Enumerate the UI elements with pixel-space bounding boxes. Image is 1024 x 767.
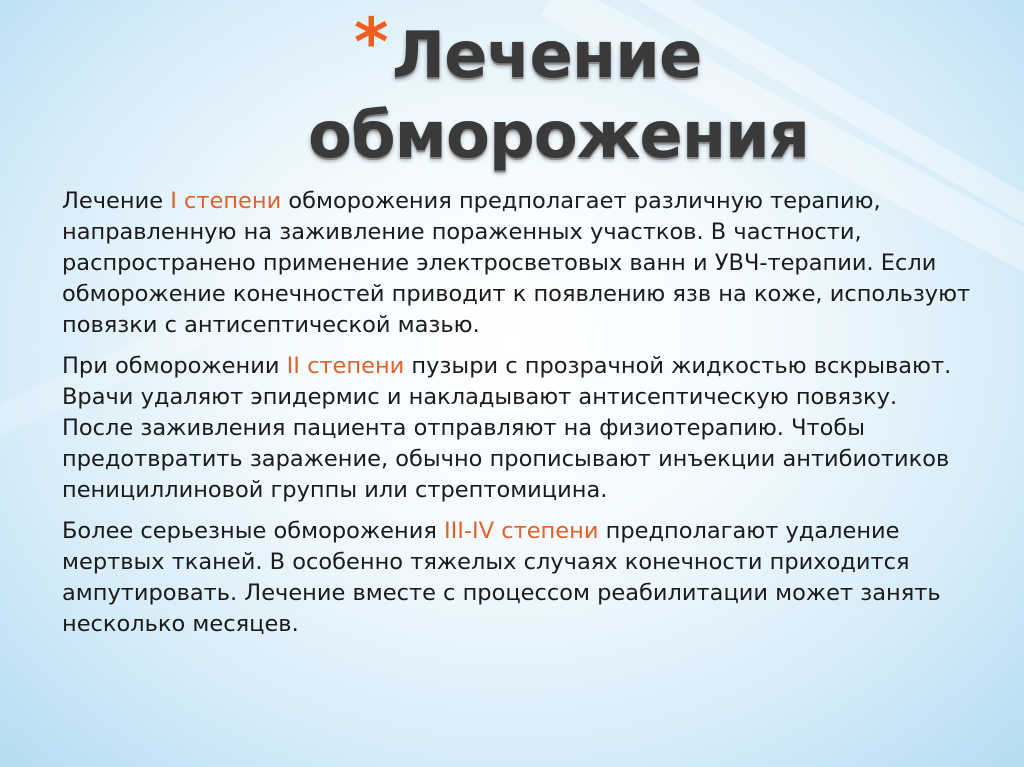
paragraph-text: предполагают удаление мертвых тканей. В особенно тяжелых случаях конечности приходится ампутировать. Лечение вместе с процессом реабилитации может занять несколько месяцев. [62,518,941,637]
degree-highlight: III-IV степени [444,518,599,544]
paragraph-text: Более серьезные обморожения [62,518,445,544]
title-line-1: Лечение [392,19,702,93]
paragraph-2 [62,351,972,506]
paragraph-text: пузыри с прозрачной жидкостью вскрывают. Врачи удаляют эпидермис и накладывают антисептическую повязку. После заживления пациента отправляют на физиотерапию. Чтобы предотвратить заражение, обычно прописывают инъекции антибиотиков пенициллиновой группы или стрептомицина. [62,353,952,503]
slide-title [300,4,860,188]
paragraph-text: При обморожении [62,353,287,379]
degree-highlight: II степени [286,353,405,379]
degree-highlight: I степени [170,188,282,214]
paragraph-text: Лечение [62,188,171,214]
title-asterisk-icon: * [354,4,389,81]
paragraph-1 [62,186,972,341]
title-line-2: обморожения [308,99,809,173]
paragraph-3 [62,516,972,640]
paragraph-text: обморожения предполагает различную терапию, направленную на заживление пораженных участков. В частности, распространено применение электросветовых ванн и УВЧ-терапии. Если обморожение конечностей приводит к появлению язв на коже, используют повязки с антисептической мазью. [62,188,971,338]
slide-body [62,186,972,650]
